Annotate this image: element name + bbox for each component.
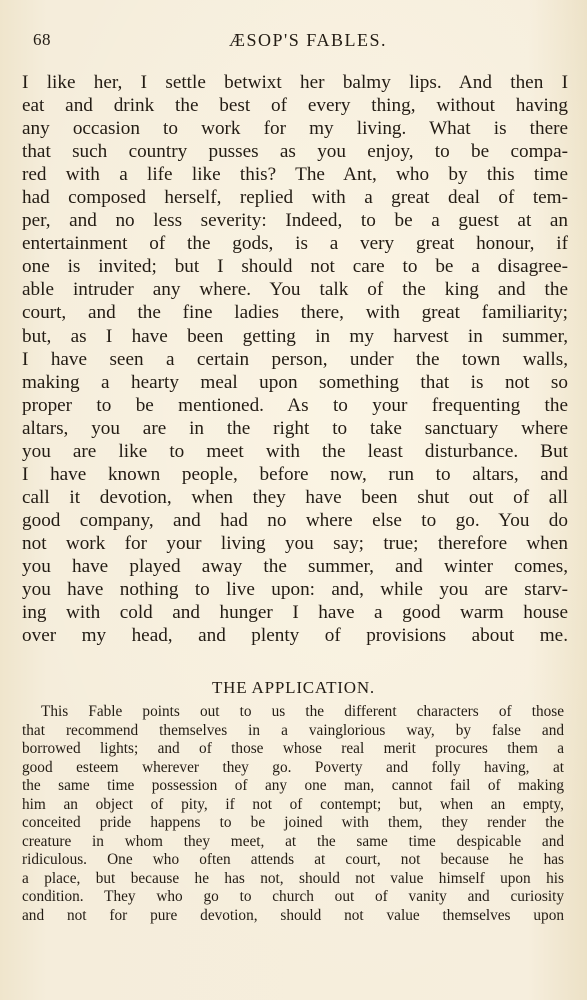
text-line: per, and no less severity: Indeed, to be a guest at an [22, 210, 568, 232]
page-number: 68 [33, 30, 51, 49]
text-line: entertainment of the gods, is a very great honour, if [22, 233, 568, 255]
text-line: ing with cold and hunger I have a good warm house [22, 602, 568, 624]
text-line: good company, and had no where else to go. You do [22, 509, 568, 531]
text-line: one is invited; but I should not care to be a disagree- [22, 256, 568, 278]
application-text [22, 703, 564, 925]
application-line: the same time possession of any one man, cannot fail of making [22, 777, 564, 794]
text-line: any occasion to work for my living. What is there [22, 118, 568, 140]
text-line: I like her, I settle betwixt her balmy lips. And then I [22, 72, 568, 93]
running-title: ÆSOP'S FABLES. [229, 30, 387, 50]
application-line: and not for pure devotion, should not value themselves upon [22, 906, 564, 924]
text-line: red with a life like this? The Ant, who by this time [22, 164, 568, 186]
text-line: you have played away the summer, and winter comes, [22, 555, 568, 577]
text-line: had composed herself, replied with a great deal of tem- [22, 187, 568, 209]
application-line: This Fable points out to us the different characters of those [41, 703, 564, 720]
application-line: condition. They who go to church out of vanity and curiosity [22, 888, 564, 905]
page-header [33, 30, 573, 52]
application-line: conceited pride happens to be joined with them, they render the [22, 814, 564, 831]
text-line: making a hearty meal upon something that is not so [22, 371, 568, 393]
application-line: creature in whom they meet, at the same time despicable and [22, 832, 564, 850]
text-line: court, and the fine ladies there, with great familiarity; [22, 302, 568, 324]
text-line: altars, you are in the right to take sanctuary where [22, 417, 568, 439]
application-line: borrowed lights; and of those whose real merit procures them a [22, 740, 564, 757]
text-line: that such country pusses as you enjoy, to be compa- [22, 141, 568, 163]
text-line: you have nothing to live upon: and, while you are starv- [22, 579, 568, 601]
text-line: eat and drink the best of every thing, without having [22, 95, 568, 117]
text-line: I have seen a certain person, under the town walls, [22, 348, 568, 370]
text-line: proper to be mentioned. As to your frequenting the [22, 394, 568, 416]
text-line: not work for your living you say; true; therefore when [22, 532, 568, 554]
text-line: call it devotion, when they have been shut out of all [22, 486, 568, 508]
application-heading: THE APPLICATION. [212, 678, 375, 697]
application-line: good esteem wherever they go. Poverty and folly having, at [22, 758, 564, 776]
text-line: over my head, and plenty of provisions about me. [22, 625, 568, 647]
text-line: you are like to meet with the least disturbance. But [22, 440, 568, 462]
text-line: able intruder any where. You talk of the king and the [22, 279, 568, 301]
fable-text [22, 71, 568, 647]
application-line: that recommend themselves in a vainglorious way, by false and [22, 721, 564, 739]
application-line: ridiculous. One who often attends at court, not because he has [22, 851, 564, 868]
text-line: but, as I have been getting in my harvest in summer, [22, 325, 568, 347]
application-line: a place, but because he has not, should not value himself upon his [22, 869, 564, 887]
application-line: him an object of pity, if not of contempt; but, when an empty, [22, 795, 564, 813]
text-line: I have known people, before now, run to altars, and [22, 463, 568, 485]
